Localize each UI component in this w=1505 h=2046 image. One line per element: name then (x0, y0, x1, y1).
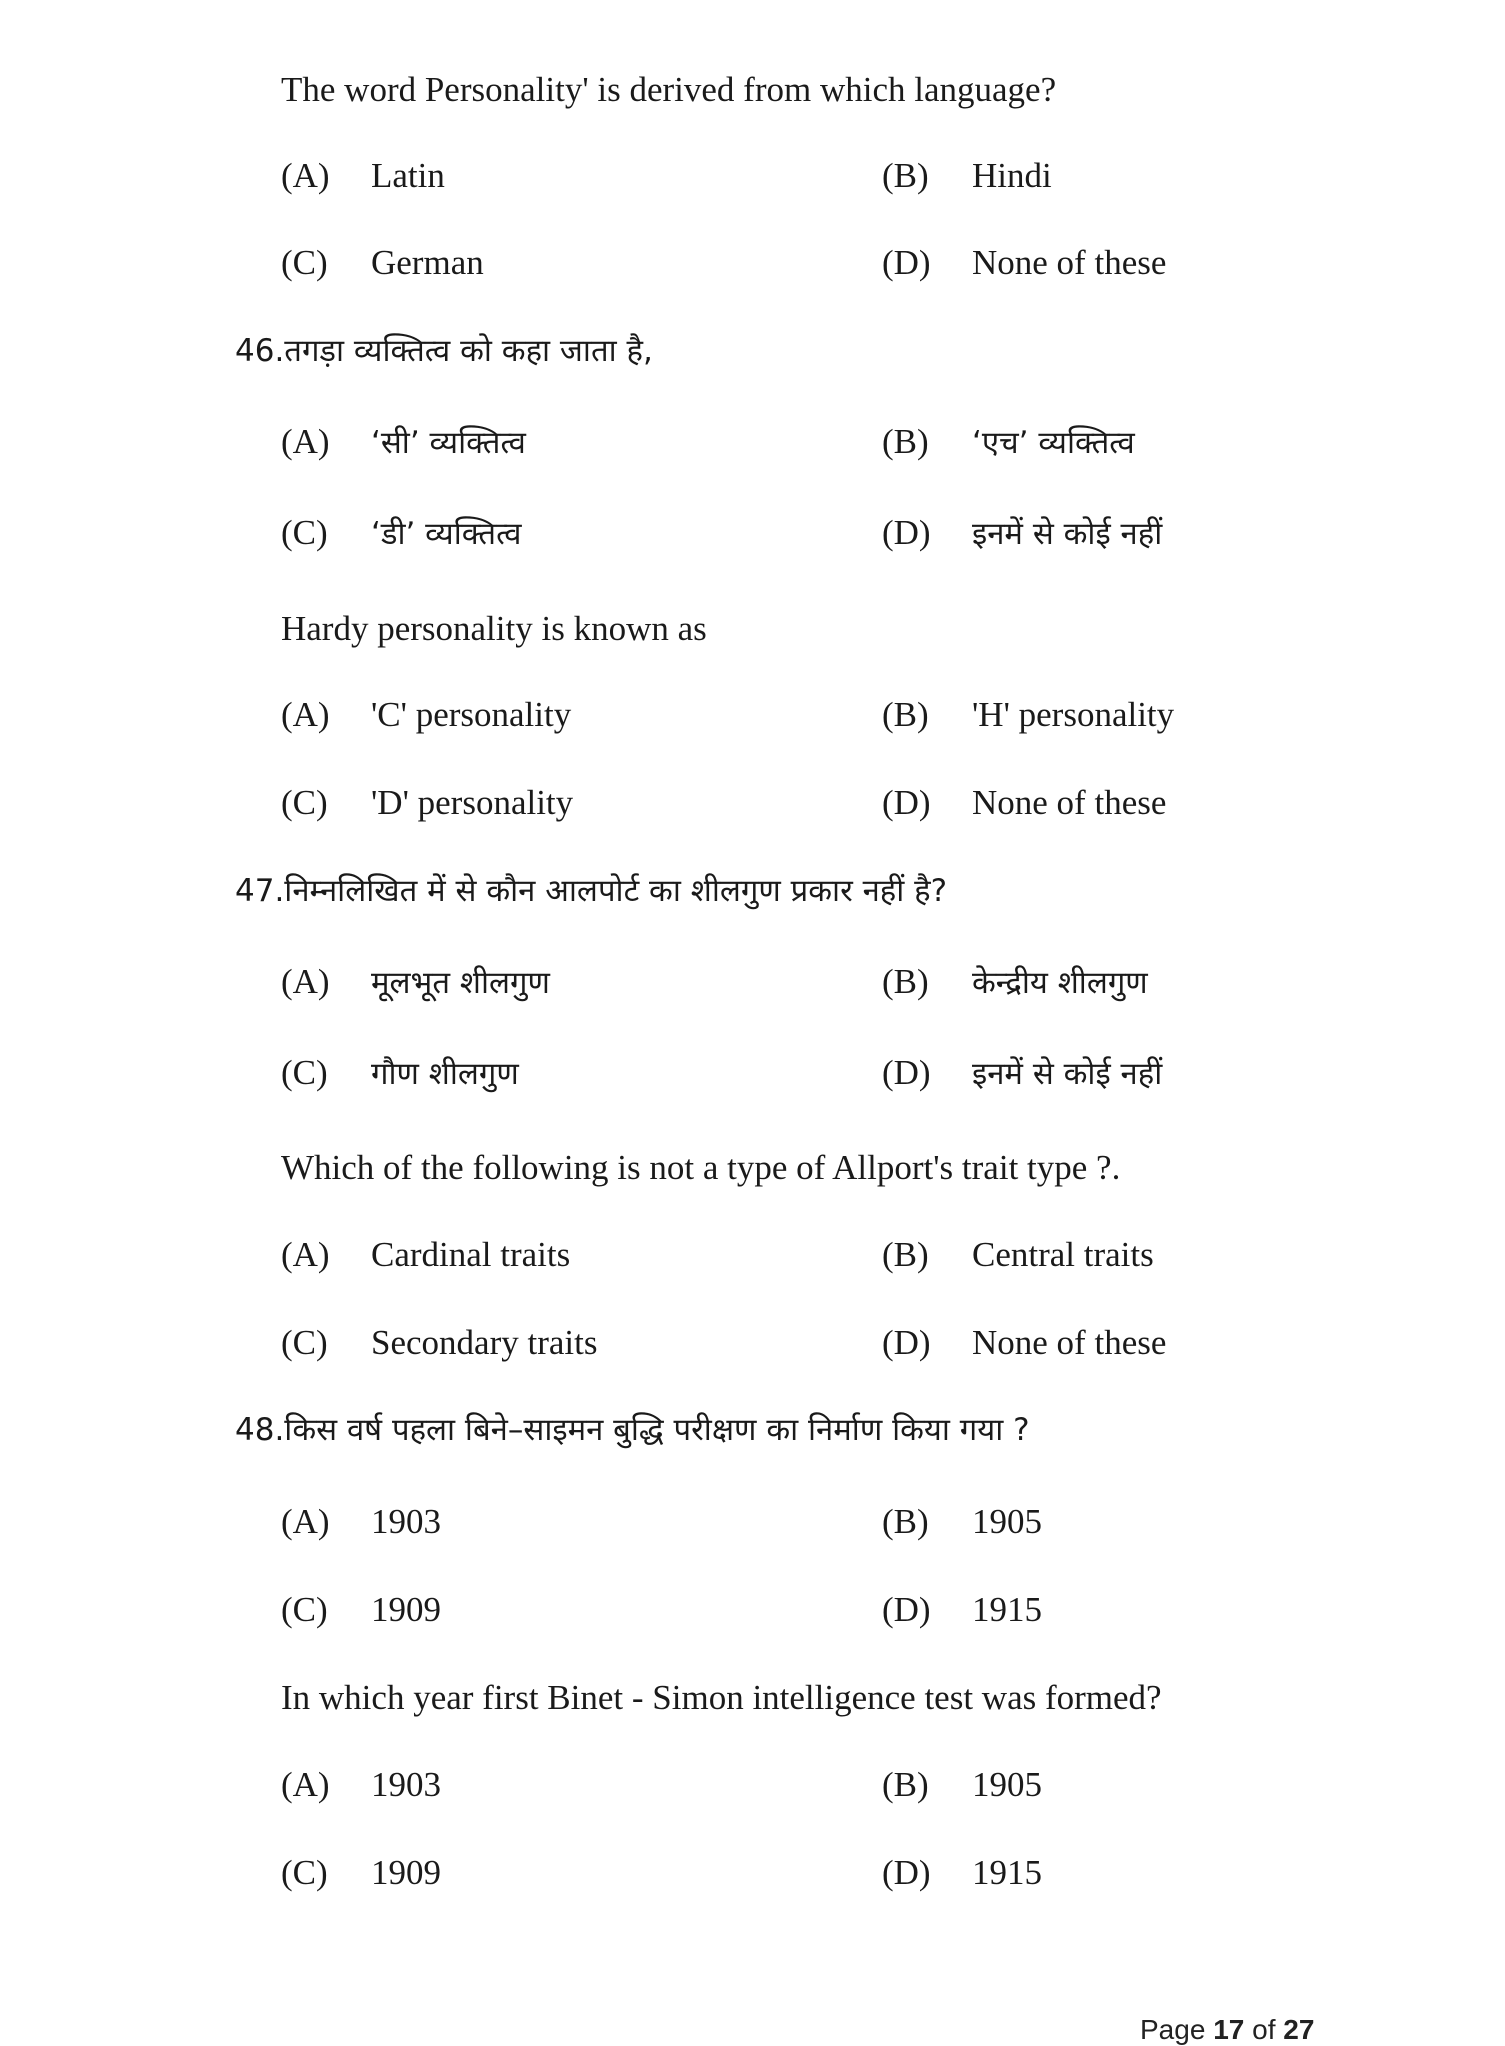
option-text: 1915 (972, 1590, 1042, 1629)
option-text: None of these (972, 243, 1167, 282)
option-b (882, 156, 1052, 196)
option-letter: (C) (281, 1053, 328, 1092)
option-c (281, 1590, 441, 1630)
option-letter: (B) (882, 1502, 929, 1541)
option-d (882, 1053, 1162, 1094)
question-46-hi: 46.तगड़ा व्यक्तित्व को कहा जाता है, (235, 333, 653, 369)
question-47-hi: 47.निम्नलिखित में से कौन आलपोर्ट का शीलगुण प्रकार नहीं है? (235, 873, 948, 909)
option-c (281, 783, 573, 823)
question-47-en: Which of the following is not a type of Allport's trait type ?. (281, 1148, 1121, 1187)
option-letter: (A) (281, 1502, 330, 1541)
option-c (281, 243, 484, 283)
page-label: Page (1140, 2014, 1206, 2045)
option-text: Latin (371, 156, 445, 195)
page-of: of (1252, 2014, 1276, 2045)
option-d (882, 1323, 1166, 1363)
page-number (1140, 2014, 1314, 2046)
question-48-en: In which year first Binet - Simon intelligence test was formed? (281, 1678, 1162, 1717)
option-a (281, 1235, 570, 1275)
option-letter: (A) (281, 422, 330, 461)
option-letter: (A) (281, 1765, 330, 1804)
option-text: ‘एच’ व्यक्तित्व (972, 425, 1135, 461)
option-letter: (A) (281, 962, 330, 1001)
option-b (882, 1502, 1042, 1542)
option-a (281, 962, 550, 1003)
option-d (882, 1853, 1042, 1893)
option-letter: (B) (882, 156, 929, 195)
option-text: 'H' personality (972, 695, 1175, 734)
option-c (281, 513, 522, 554)
option-text: Hindi (972, 156, 1052, 195)
option-letter: (B) (882, 422, 929, 461)
option-text: None of these (972, 1323, 1167, 1362)
option-text: केन्द्रीय शीलगुण (972, 965, 1148, 1001)
option-letter: (C) (281, 1590, 328, 1629)
option-letter: (C) (281, 243, 328, 282)
option-letter: (D) (882, 513, 931, 552)
option-text: 1905 (972, 1765, 1042, 1804)
option-letter: (D) (882, 1323, 931, 1362)
option-text: 1915 (972, 1853, 1042, 1892)
option-text: German (371, 243, 484, 282)
option-text: 1905 (972, 1502, 1042, 1541)
option-a (281, 1765, 441, 1805)
option-text: 1903 (371, 1765, 441, 1804)
option-letter: (C) (281, 1853, 328, 1892)
option-text: Central traits (972, 1235, 1154, 1274)
option-letter: (B) (882, 1235, 929, 1274)
option-text: ‘डी’ व्यक्तित्व (371, 516, 522, 552)
option-text: मूलभूत शीलगुण (371, 965, 550, 1001)
option-text: इनमें से कोई नहीं (972, 516, 1163, 552)
option-letter: (A) (281, 1235, 330, 1274)
option-text: 'D' personality (371, 783, 574, 822)
option-letter: (D) (882, 243, 931, 282)
option-letter: (B) (882, 695, 929, 734)
option-b (882, 422, 1135, 463)
option-text: 'C' personality (371, 695, 572, 734)
option-letter: (D) (882, 1590, 931, 1629)
option-b (882, 1235, 1154, 1275)
option-c (281, 1853, 441, 1893)
option-letter: (C) (281, 1323, 328, 1362)
option-d (882, 1590, 1042, 1630)
option-text: Secondary traits (371, 1323, 598, 1362)
page-total: 27 (1283, 2014, 1315, 2045)
option-letter: (A) (281, 695, 330, 734)
option-text: इनमें से कोई नहीं (972, 1056, 1163, 1092)
option-c (281, 1053, 519, 1094)
option-letter: (C) (281, 783, 328, 822)
option-a (281, 156, 445, 196)
option-text: Cardinal traits (371, 1235, 571, 1274)
option-c (281, 1323, 597, 1363)
option-d (882, 783, 1166, 823)
option-letter: (D) (882, 1053, 931, 1092)
option-letter: (B) (882, 962, 929, 1001)
option-text: ‘सी’ व्यक्तित्व (371, 425, 526, 461)
option-b (882, 962, 1148, 1003)
option-d (882, 243, 1166, 283)
option-b (882, 695, 1174, 735)
option-letter: (C) (281, 513, 328, 552)
question-48-hi: 48.किस वर्ष पहला बिने–साइमन बुद्धि परीक्षण का निर्माण किया गया ? (235, 1412, 1030, 1448)
option-a (281, 1502, 441, 1542)
question-45-en: The word Personality' is derived from which language? (281, 70, 1057, 109)
option-letter: (B) (882, 1765, 929, 1804)
option-text: 1903 (371, 1502, 441, 1541)
option-text: None of these (972, 783, 1167, 822)
option-letter: (D) (882, 783, 931, 822)
question-46-en: Hardy personality is known as (281, 609, 707, 648)
option-a (281, 695, 571, 735)
page-current: 17 (1213, 2014, 1245, 2045)
option-letter: (A) (281, 156, 330, 195)
option-text: 1909 (371, 1853, 441, 1892)
option-b (882, 1765, 1042, 1805)
option-d (882, 513, 1162, 554)
option-letter: (D) (882, 1853, 931, 1892)
option-text: 1909 (371, 1590, 441, 1629)
option-text: गौण शीलगुण (371, 1056, 519, 1092)
option-a (281, 422, 526, 463)
